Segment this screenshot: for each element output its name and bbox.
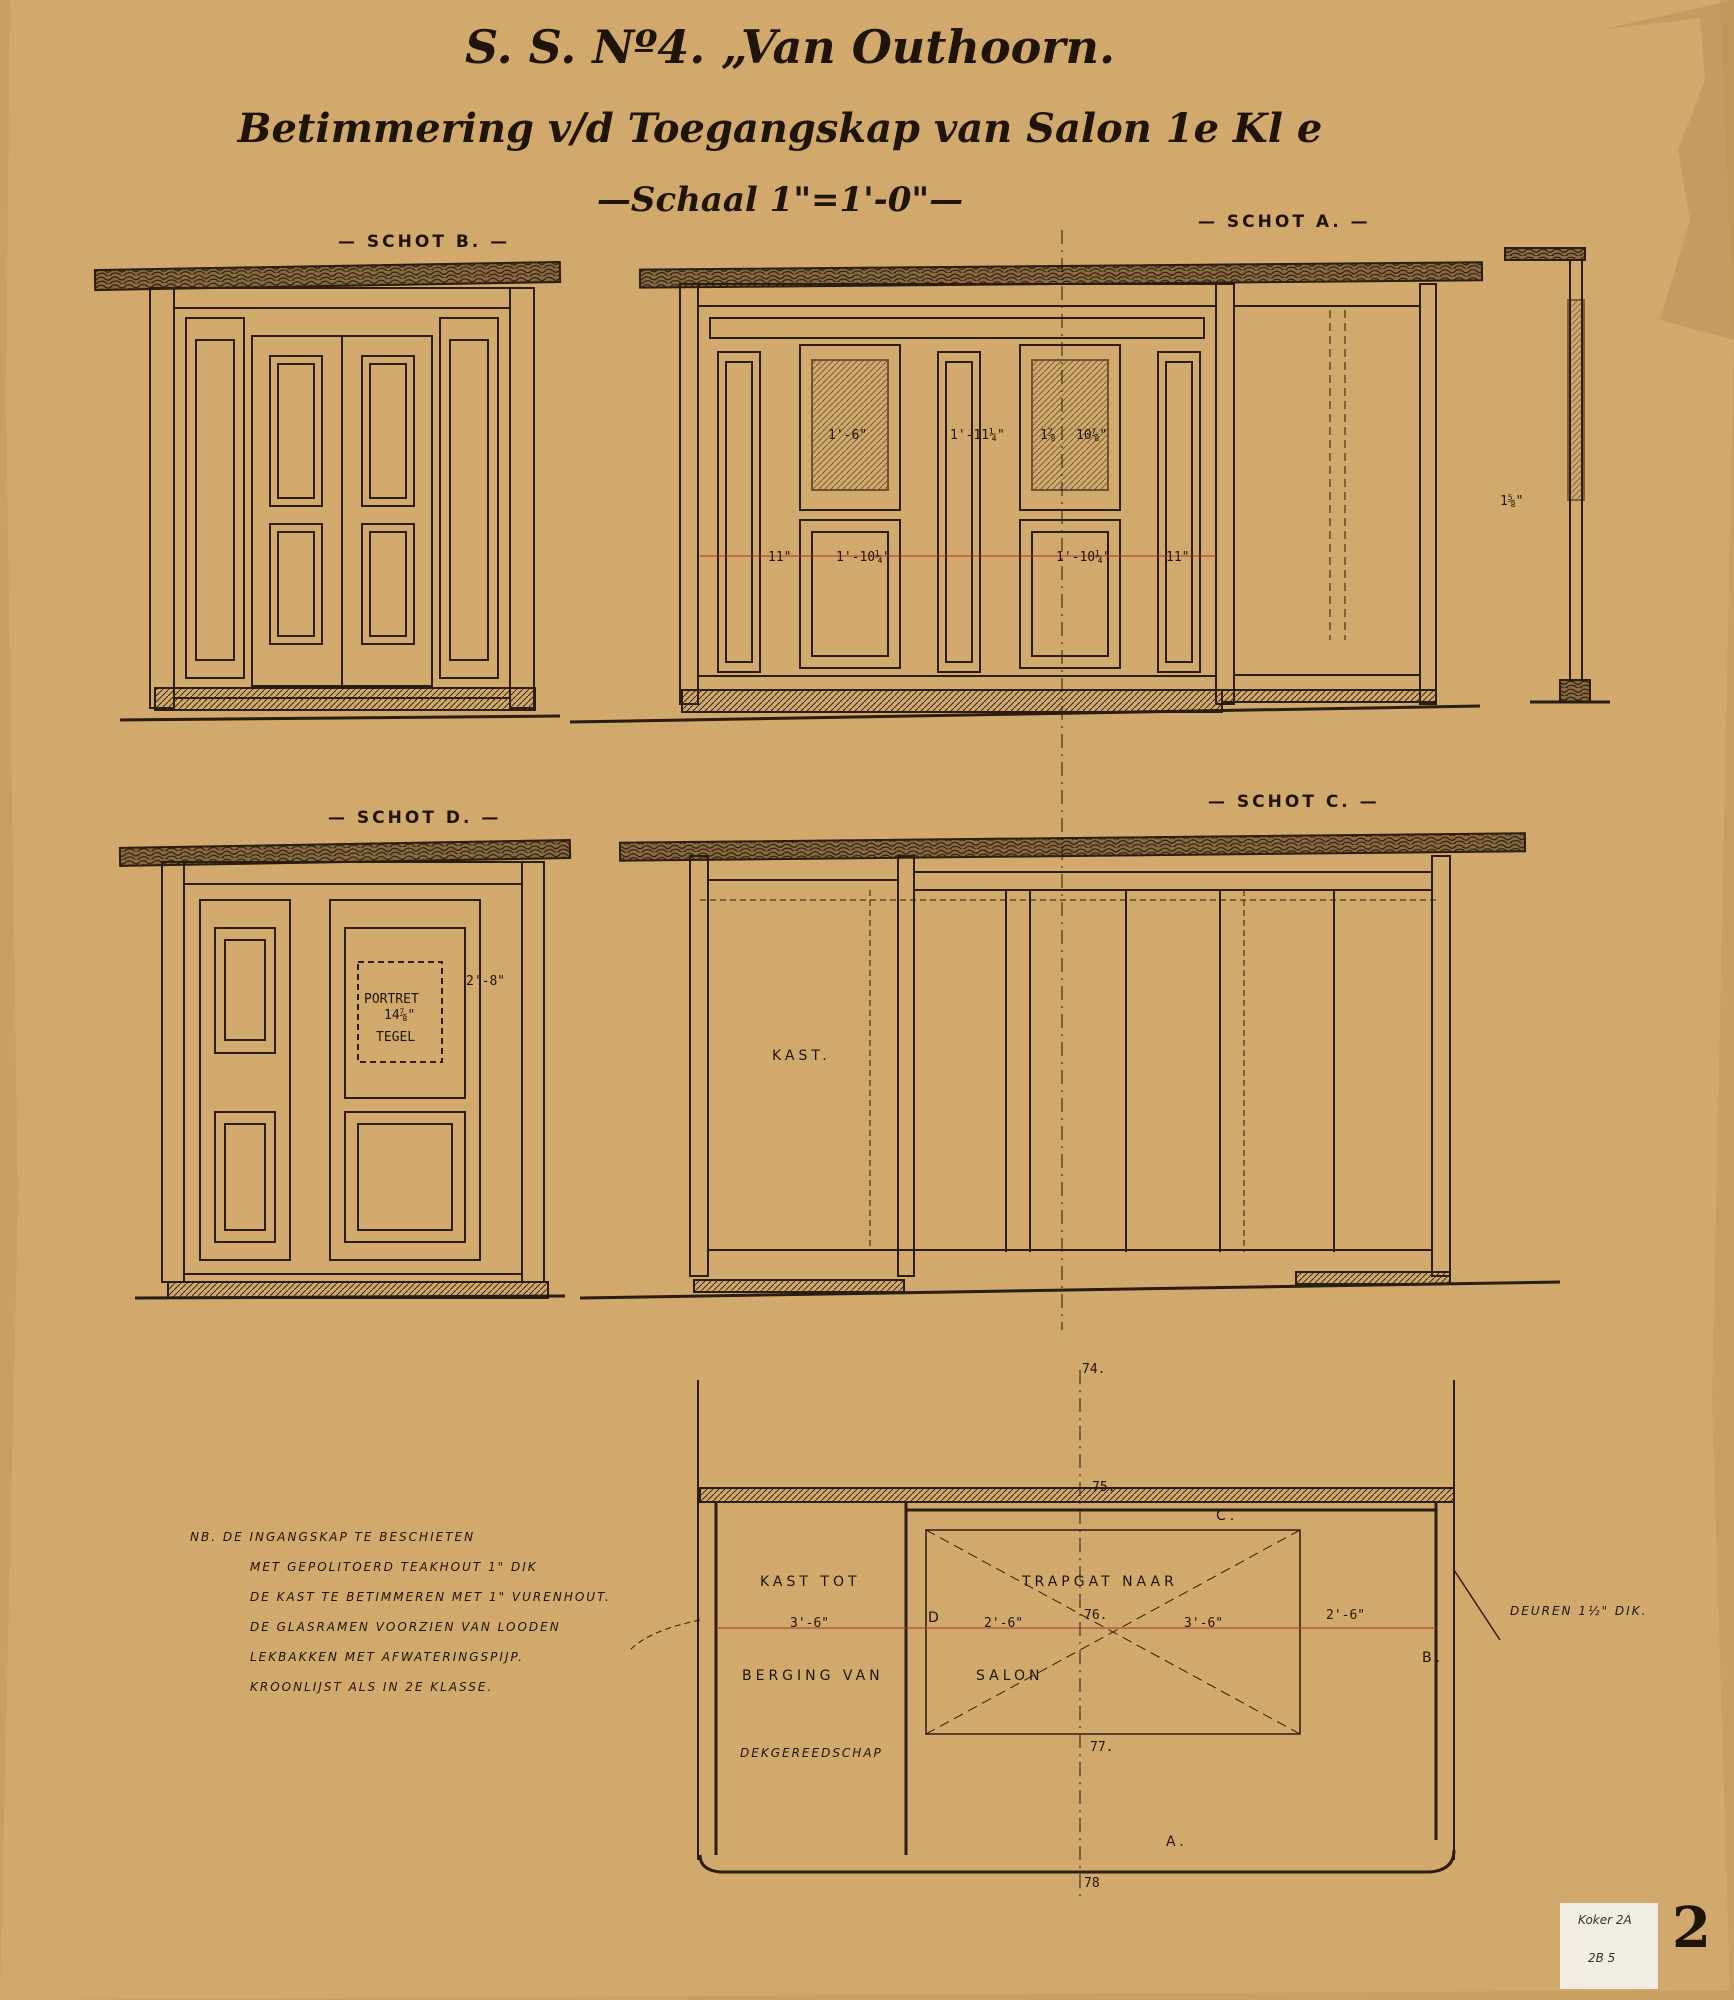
frame-75: 75.: [1092, 1480, 1116, 1495]
dim-portret: 14⅞": [384, 1008, 416, 1023]
dim-a-1: 1'-6": [828, 428, 868, 443]
archive-label: [1560, 1903, 1658, 1989]
archive-line-1: Koker 2A: [1578, 1913, 1632, 1927]
plan-mark-a: A.: [1166, 1834, 1188, 1850]
plan-dim-3: 3'-6": [1184, 1616, 1224, 1631]
dim-a-3: 1⅞: [1040, 428, 1056, 443]
drawing-scale: —Schaal 1"=1'-0"—: [596, 180, 964, 220]
frame-76: 76.: [1084, 1608, 1108, 1623]
plan-deuren: DEUREN 1½" DIK.: [1510, 1604, 1648, 1618]
note-line-2: MET GEPOLITOERD TEAKHOUT 1" DIK: [250, 1560, 538, 1574]
label-tegel: TEGEL: [376, 1030, 416, 1045]
frame-77: 77.: [1090, 1740, 1114, 1755]
plan-dim-4: 2'-6": [1326, 1608, 1366, 1623]
drawing-subtitle: Betimmering v/d Toegangskap van Salon 1e Kl e: [237, 105, 1323, 152]
dim-section: 1⅝": [1500, 494, 1524, 509]
label-schot-c: — SCHOT C. —: [1208, 792, 1380, 812]
dim-a-5: 1'-10¼": [836, 550, 891, 565]
plan-berging: BERGING VAN: [742, 1668, 884, 1684]
note-line-4: DE GLASRAMEN VOORZIEN VAN LOODEN: [250, 1620, 561, 1634]
plan-kast-tot: KAST TOT: [760, 1574, 861, 1590]
sheet-number: 2: [1672, 1895, 1711, 1961]
dim-a-6: 1'-10¼": [1056, 550, 1111, 565]
dim-a-4: 10⅞": [1076, 428, 1108, 443]
note-line-6: KROONLIJST ALS IN 2E KLASSE.: [250, 1680, 494, 1694]
note-line-5: LEKBAKKEN MET AFWATERINGSPIJP.: [250, 1650, 524, 1664]
frame-78: 78: [1084, 1876, 1100, 1891]
dim-a-8: 11": [1166, 550, 1190, 565]
plan-mark-d: D: [928, 1610, 943, 1626]
plan-salon: SALON: [976, 1668, 1044, 1684]
label-schot-b: — SCHOT B. —: [338, 232, 511, 252]
label-kast: KAST.: [772, 1048, 831, 1064]
frame-74: 74.: [1082, 1362, 1106, 1377]
drawing-title: S. S. Nº4. „Van Outhoorn.: [465, 20, 1115, 74]
dim-a-2: 1'-11¼": [950, 428, 1005, 443]
label-schot-d: — SCHOT D. —: [328, 808, 502, 828]
note-line-1: NB. DE INGANGSKAP TE BESCHIETEN: [190, 1530, 476, 1544]
dim-a-7: 11": [768, 550, 792, 565]
dim-d-top: 2'-8": [466, 974, 506, 989]
plan-dim-1: 3'-6": [790, 1616, 830, 1631]
archive-line-2: 2B 5: [1588, 1951, 1616, 1965]
note-line-3: DE KAST TE BETIMMEREN MET 1" VURENHOUT.: [250, 1590, 611, 1604]
plan-dim-2: 2'-6": [984, 1616, 1024, 1631]
label-schot-a: — SCHOT A. —: [1198, 212, 1371, 232]
label-portret: PORTRET: [364, 992, 419, 1007]
plan-dek: DEKGEREEDSCHAP: [740, 1746, 883, 1760]
plan-mark-b: B.: [1422, 1650, 1445, 1666]
plan-trapgat: TRAPGAT NAAR: [1022, 1574, 1178, 1590]
plan-mark-c: C.: [1216, 1508, 1239, 1524]
